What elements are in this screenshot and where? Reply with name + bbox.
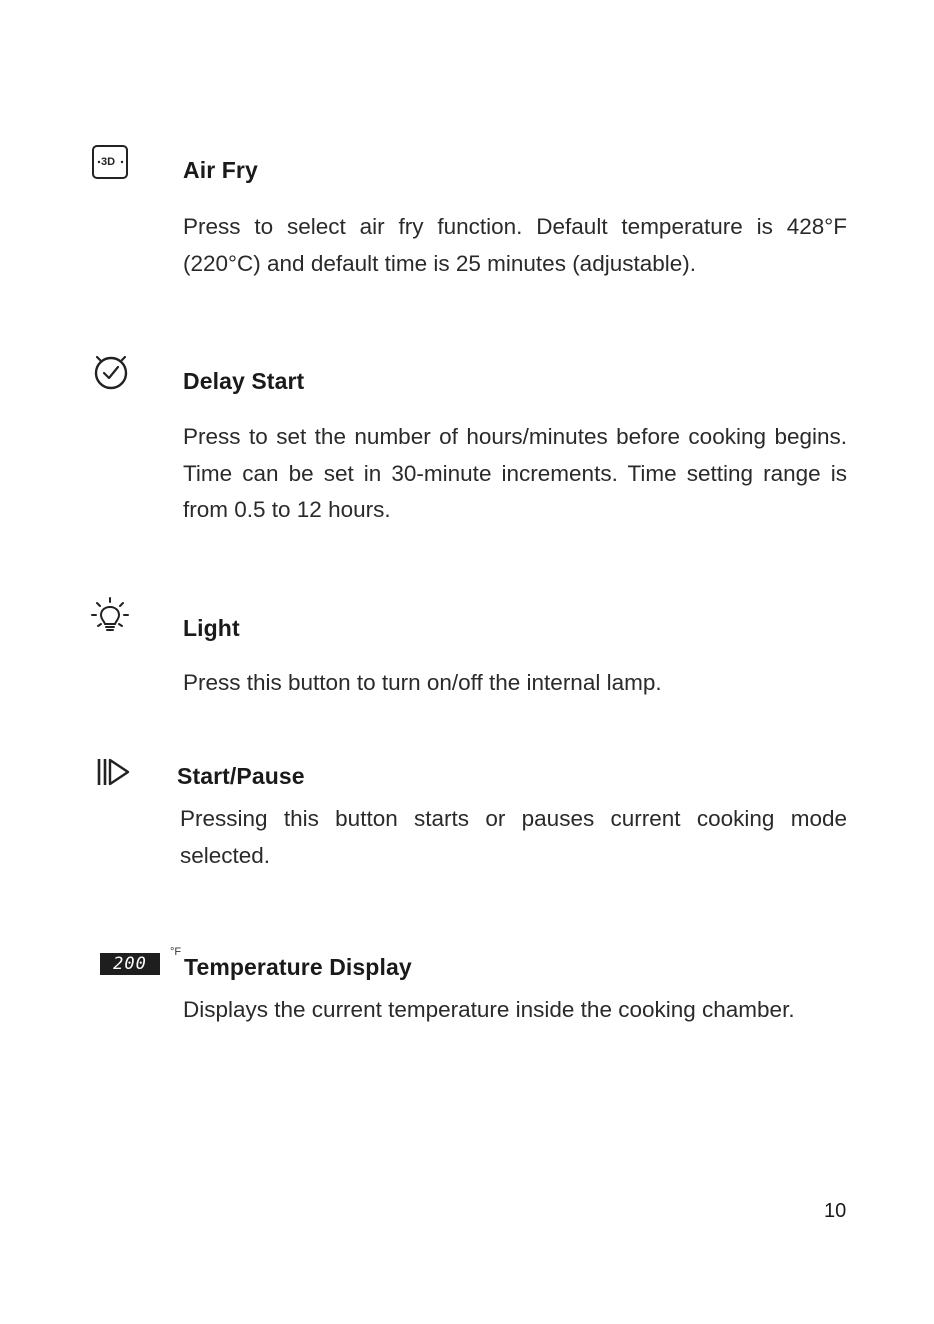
- light-description: Press this button to turn on/off the internal lamp.: [183, 670, 662, 695]
- delay-start-title: Delay Start: [183, 368, 305, 394]
- 3d-label: 3D: [101, 156, 116, 168]
- start-pause-description: Pressing this button starts or pauses current cooking mode selected.: [180, 806, 847, 868]
- air-fry-description: Press to select air fry function. Default temperature is 428°F (220°C) and default time is 25 minutes (adjustable).: [183, 214, 847, 276]
- temperature-display-description: Displays the current temperature inside the cooking chamber.: [183, 997, 795, 1022]
- page-number: 10: [824, 1200, 847, 1222]
- temperature-display-icon: 200: [100, 953, 160, 975]
- delay-start-description: Press to set the number of hours/minutes before cooking begins. Time can be set in 30-minute increments. Time setting range is from 0.5 to 12 hours.: [183, 424, 847, 522]
- temperature-display-title: Temperature Display: [184, 954, 412, 980]
- start-pause-title: Start/Pause: [177, 763, 305, 789]
- lightbulb-icon: [90, 596, 130, 636]
- degree-mark: °F: [170, 946, 182, 958]
- clock-icon: [91, 352, 131, 392]
- light-title: Light: [183, 615, 240, 641]
- air-fry-title: Air Fry: [183, 157, 258, 183]
- play-pause-icon: [96, 756, 132, 788]
